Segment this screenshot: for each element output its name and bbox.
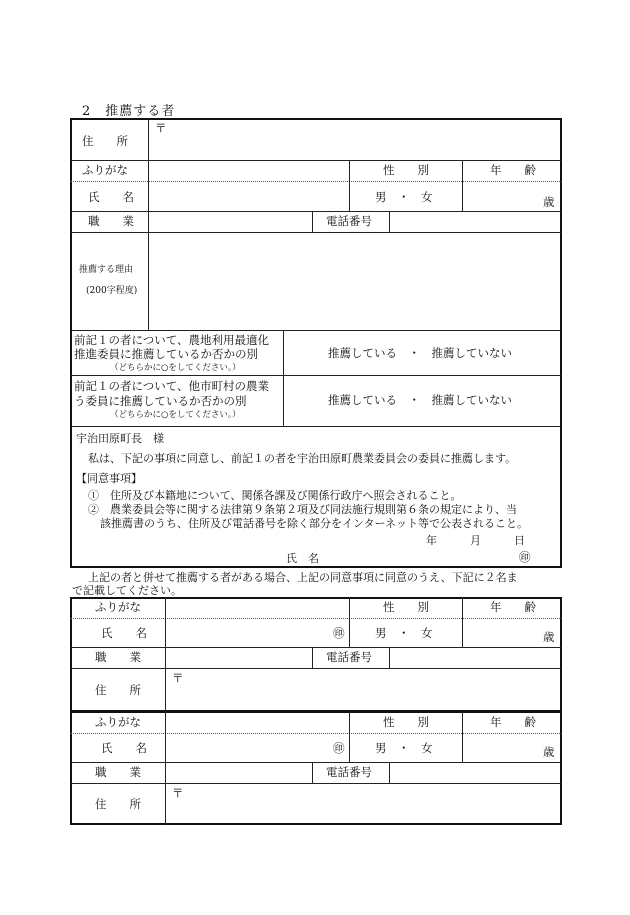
signer-label: 氏 名	[286, 552, 319, 565]
p2-seal-icon: ㊞	[333, 741, 345, 755]
p2-furigana-label: ふりがな	[95, 715, 141, 729]
p1-furigana-label: ふりがな	[95, 600, 141, 614]
p2-phone-label: 電話番号	[326, 765, 372, 779]
p2-occupation-field[interactable]	[169, 764, 309, 781]
p1-furigana-field[interactable]	[169, 599, 345, 616]
name-field[interactable]	[152, 184, 346, 209]
consent-heading: 【同意事項】	[76, 472, 142, 485]
p1-age-unit: 歳	[543, 630, 555, 644]
p2-sex-label: 性 別	[383, 715, 429, 729]
reason-label: 推薦する理由	[79, 265, 134, 275]
p1-postal-mark: 〒	[172, 671, 184, 685]
additional-line1: 上記の者と併せて推薦する者がある場合、上記の同意事項に同意のうえ、下記に２名ま	[88, 571, 518, 584]
name-label: 氏 名	[88, 190, 134, 204]
q2-options[interactable]: 推薦している ・ 推薦していない	[328, 393, 512, 407]
p2-occupation-label: 職 業	[95, 765, 141, 779]
addressee: 宇治田原町長 様	[76, 432, 164, 445]
p1-occupation-field[interactable]	[169, 649, 309, 666]
furigana-field[interactable]	[152, 162, 346, 179]
p2-address-label: 住 所	[95, 797, 141, 811]
sex-label: 性 別	[383, 163, 429, 177]
p1-age-label: 年 齢	[490, 600, 536, 614]
additional-line2: で記載してください。	[72, 584, 182, 597]
p2-sex-options[interactable]: 男 ・ 女	[375, 741, 433, 755]
p1-seal-icon: ㊞	[333, 626, 345, 640]
p1-sex-options[interactable]: 男 ・ 女	[375, 626, 433, 640]
q2-note: （どちらかに○をしてください。）	[110, 410, 241, 420]
section-title: 2 推薦する者	[82, 104, 176, 119]
consent-item-2a: ② 農業委員会等に関する法律第９条第２項及び同法施行規則第６条の規定により、当	[88, 503, 517, 516]
p1-address-field[interactable]	[188, 671, 558, 709]
p1-sex-label: 性 別	[383, 600, 429, 614]
address-label: 住 所	[82, 134, 128, 148]
p1-address-label: 住 所	[95, 683, 141, 697]
p2-postal-mark: 〒	[172, 786, 184, 800]
phone-label: 電話番号	[326, 214, 372, 228]
reason-note: (200字程度)	[86, 286, 138, 296]
q1-note: （どちらかに○をしてください。）	[110, 363, 241, 373]
q1-line1: 前記１の者について、農地利用最適化	[74, 333, 270, 347]
p2-name-label: 氏 名	[101, 741, 147, 755]
consent-item-1: ① 住所及び本籍地について、関係各課及び関係行政庁へ照会されること。	[88, 489, 462, 502]
q2-line1: 前記１の者について、他市町村の農業	[74, 379, 270, 393]
q2-line2: う委員に推薦しているか否かの別	[74, 394, 247, 408]
p2-phone-field[interactable]	[392, 764, 558, 781]
phone-field[interactable]	[392, 213, 558, 230]
q1-line2: 推進委員に推薦しているか否かの別	[74, 347, 258, 361]
p2-name-field[interactable]	[169, 736, 329, 760]
p1-name-label: 氏 名	[101, 626, 147, 640]
postal-mark: 〒	[155, 121, 167, 135]
occupation-field[interactable]	[152, 213, 310, 230]
age-label: 年 齢	[490, 163, 536, 177]
consent-date: 年 月 日	[426, 534, 525, 547]
p2-furigana-field[interactable]	[169, 714, 345, 731]
p1-name-field[interactable]	[169, 621, 329, 645]
reason-field[interactable]	[152, 235, 558, 327]
consent-item-2b: 該推薦書のうち、住所及び電話番号を除く部分をインターネット等で公表されること。	[100, 517, 529, 530]
furigana-label: ふりがな	[82, 163, 128, 177]
sex-options[interactable]: 男 ・ 女	[375, 190, 433, 204]
consent-statement: 私は、下記の事項に同意し、前記１の者を宇治田原町農業委員会の委員に推薦します。	[88, 452, 517, 465]
occupation-label: 職 業	[88, 214, 134, 228]
p2-age-label: 年 齢	[490, 715, 536, 729]
address-field[interactable]	[170, 122, 555, 156]
p2-address-field[interactable]	[188, 786, 558, 822]
signer-seal-icon: ㊞	[519, 550, 531, 564]
p2-age-unit: 歳	[543, 745, 555, 759]
age-unit: 歳	[543, 195, 555, 209]
p1-phone-label: 電話番号	[326, 650, 372, 664]
p1-occupation-label: 職 業	[95, 650, 141, 664]
q1-options[interactable]: 推薦している ・ 推薦していない	[328, 346, 512, 360]
p1-phone-field[interactable]	[392, 649, 558, 666]
